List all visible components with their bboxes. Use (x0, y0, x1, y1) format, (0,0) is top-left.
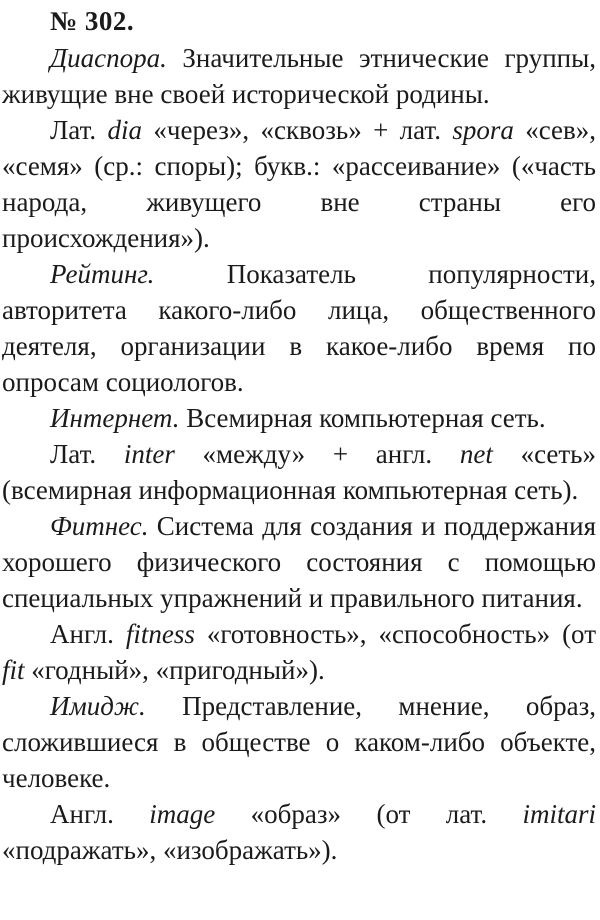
term-image: Имидж. (50, 691, 146, 721)
entry-image-definition (2, 688, 596, 796)
english-word-fit: fit (2, 655, 25, 685)
term-internet: Интернет. (50, 403, 180, 433)
etymology-text: Англ. (50, 799, 150, 829)
english-word-image: image (149, 799, 216, 829)
etymology-text: «годный», «пригодный»). (24, 655, 325, 685)
english-word-fitness: fitness (125, 619, 195, 649)
entry-fitness-definition (2, 508, 596, 616)
definition-text: Представление, мнение, образ, сложившиеся в обществе о каком-либо объекте, человеке. (2, 691, 596, 793)
term-rating: Рейтинг. (50, 259, 155, 289)
etymology-text: «через», «сквозь» + лат. (142, 115, 453, 145)
term-diaspora: Диаспора. (50, 43, 167, 73)
etymology-text: «сеть» (всемирная информационная компьютерная сеть). (2, 439, 596, 505)
latin-word-dia: dia (107, 115, 143, 145)
definition-text: Всемирная компьютерная сеть. (179, 403, 546, 433)
etymology-text: «между» + англ. (174, 439, 460, 469)
entry-internet-etymology (2, 436, 596, 508)
entry-image-etymology (2, 796, 596, 868)
etymology-text: «готовность», «способность» (от (194, 619, 597, 649)
latin-word-spora: spora (452, 115, 514, 145)
term-fitness: Фитнес. (50, 511, 149, 541)
etymology-text: Лат. (50, 439, 124, 469)
exercise-number (50, 3, 596, 39)
definition-text: Показатель популярности, авторитета какого-либо лица, общественного деятеля, организации в какое-либо время по опросам социологов. (2, 259, 596, 397)
exercise-number-label: № 302. (50, 6, 135, 36)
definition-text: Значительные этнические группы, живущие вне своей исторической родины. (2, 43, 596, 109)
entry-diaspora-definition (2, 40, 596, 112)
entry-diaspora-etymology (2, 112, 596, 256)
etymology-text: «сев», «семя» (ср.: споры); букв.: «рассеивание» («часть народа, живущего вне страны его происхождения»). (2, 115, 596, 253)
english-word-net: net (459, 439, 493, 469)
entry-internet-definition (2, 400, 596, 436)
entry-fitness-etymology (2, 616, 596, 688)
etymology-text: «образ» (от лат. (215, 799, 523, 829)
etymology-text: «подражать», «изображать»). (2, 835, 338, 865)
etymology-text: Лат. (50, 115, 108, 145)
latin-word-imitari: imitari (522, 799, 596, 829)
definition-text: Система для создания и поддержания хорошего физического состояния с помощью специальных упражнений и правильного питания. (2, 511, 596, 613)
entry-rating-definition (2, 256, 596, 400)
etymology-text: Англ. (50, 619, 126, 649)
latin-word-inter: inter (123, 439, 175, 469)
